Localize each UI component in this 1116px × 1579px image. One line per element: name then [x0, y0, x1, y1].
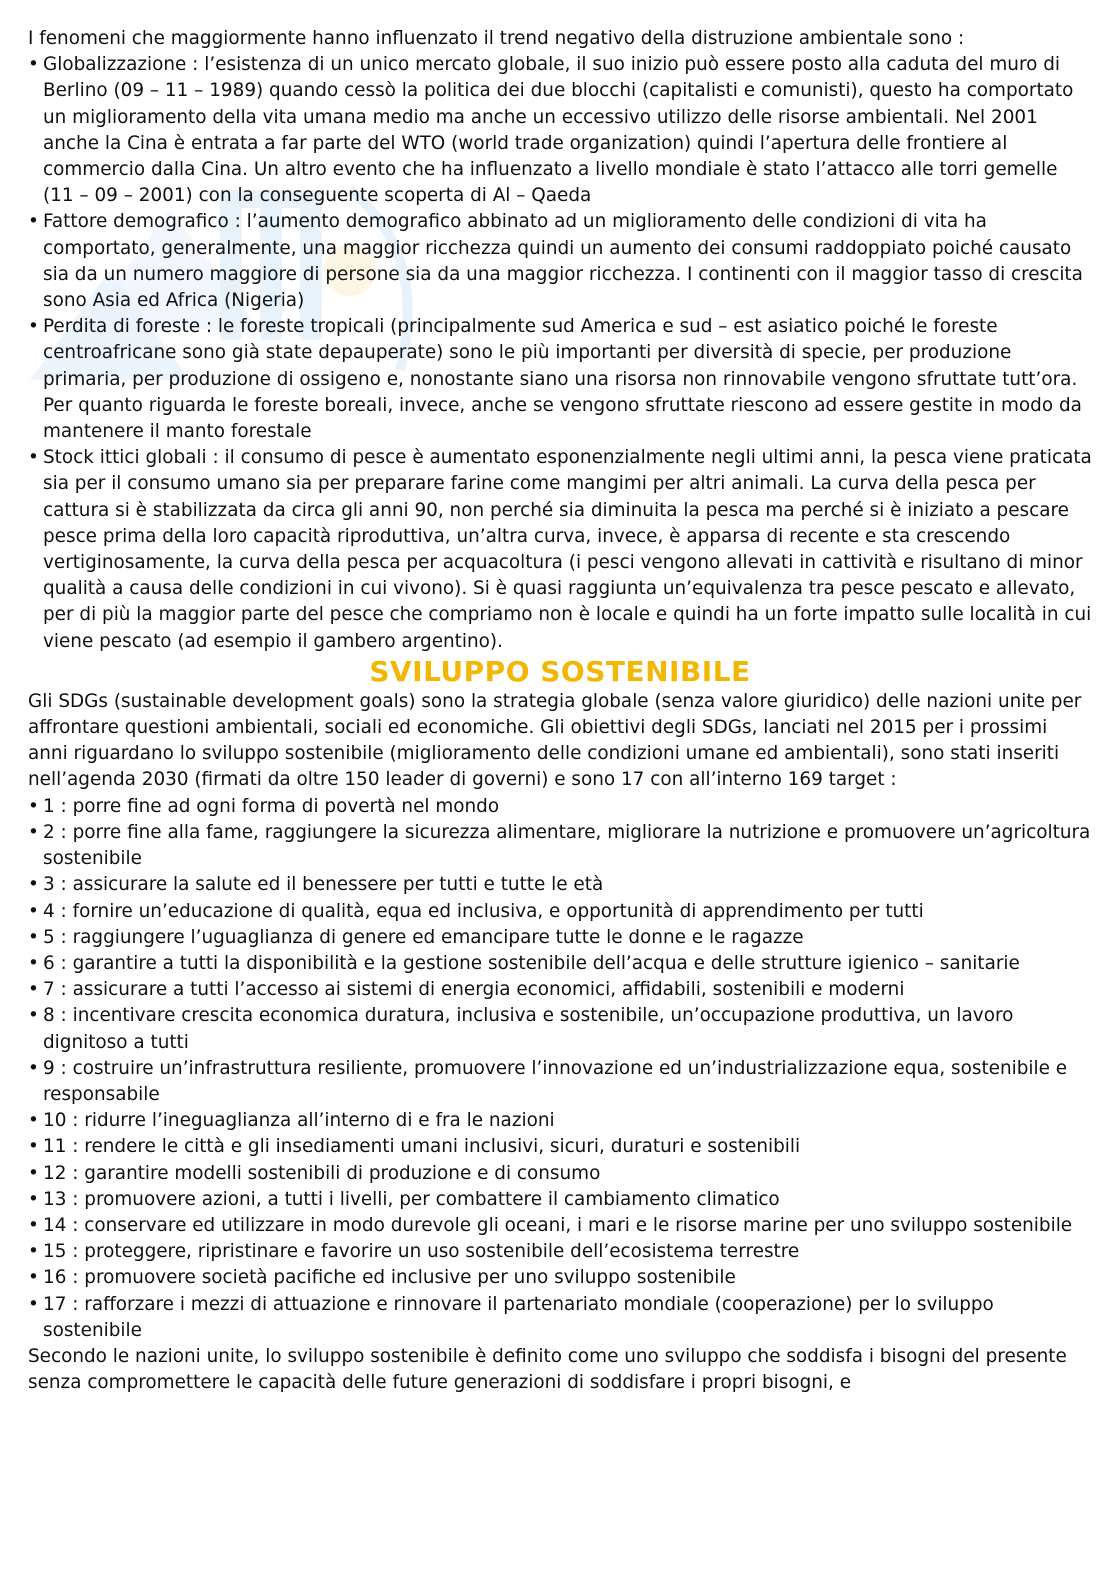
intro-paragraph: I fenomeni che maggiormente hanno influenzato il trend negativo della distruzione ambientale sono : — [28, 28, 965, 49]
list-item — [28, 899, 1092, 925]
list-item-text: 7 : assicurare a tutti l’accesso ai sistemi di energia economici, affidabili, sostenibili e moderni — [43, 979, 905, 1001]
list-item — [28, 1161, 1092, 1187]
bullet-icon: • — [28, 900, 39, 922]
list-item-text: Globalizzazione : l’esistenza di un unico mercato globale, il suo inizio può essere posto alla caduta del muro di Berlino (09 – 11 – 1989) quando cessò la politica dei due blocchi (capitalisti e comunisti), questo ha comportato un miglioramento della vita umana medio ma anche un eccessivo utilizzo delle risorse ambientali. Nel 2001 anche la Cina è entrata a far parte del WTO (world trade organization) quindi l’apertura delle frontiere al commercio dalla Cina. Un altro evento che ha influenzato a livello mondiale è stato l’attacco alle torri gemelle (11 – 09 – 2001) con la conseguente scoperta di Al – Qaeda — [43, 54, 1074, 207]
bullet-icon: • — [28, 1057, 39, 1079]
list-item-text: 11 : rendere le città e gli insediamenti umani inclusivi, sicuri, duraturi e sostenibili — [43, 1136, 801, 1158]
bullet-icon: • — [28, 1110, 39, 1132]
list-item-text: 16 : promuovere società pacifiche ed inclusive per uno sviluppo sostenibile — [43, 1267, 736, 1289]
list-item — [28, 794, 1092, 820]
bullet-icon: • — [28, 795, 39, 817]
bullet-icon: • — [28, 1241, 39, 1263]
factors-list — [28, 52, 1092, 655]
bullet-icon: • — [28, 211, 39, 233]
bullet-icon: • — [28, 926, 39, 948]
list-item-text: Stock ittici globali : il consumo di pesce è aumentato esponenzialmente negli ultimi anni, la pesca viene praticata sia per il consumo umano sia per preparare farine come mangimi per altri animali. La curva della pesca per cattura si è stabilizzata da circa gli anni 90, non perché sia diminuita la pesca ma perché si è iniziato a pescare pesce prima della loro capacità riproduttiva, un’altra curva, invece, è apparsa di recente e sta crescendo vertiginosamente, la curva della pesca per acquacoltura (i pesci vengono allevati in cattività e risultano di minor qualità a causa delle condizioni in cui vivono). Si è quasi raggiunta un’equivalenza tra pesce pescato e allevato, per di più la maggior parte del pesce che compriamo non è locale e quindi ha un forte impatto sulle località in cui viene pescato (ad esempio il gambero argentino). — [43, 447, 1092, 652]
list-item-text: Fattore demografico : l’aumento demografico abbinato ad un miglioramento delle condizioni di vita ha comportato, generalmente, una maggior ricchezza quindi un aumento dei consumi raddoppiato poiché causato sia da un numero maggiore di persone sia da una maggior ricchezza. I continenti con il maggior tasso di crescita sono Asia ed Africa (Nigeria) — [43, 211, 1083, 312]
bullet-icon: • — [28, 1267, 39, 1289]
list-item — [28, 1213, 1092, 1239]
list-item-text: 9 : costruire un’infrastruttura resiliente, promuovere l’innovazione ed un’industrializzazione equa, sostenibile e responsabile — [43, 1057, 1068, 1105]
bullet-icon: • — [28, 316, 39, 338]
bullet-icon: • — [28, 874, 39, 896]
bullet-icon: • — [28, 952, 39, 974]
closing-paragraph: Secondo le nazioni unite, lo sviluppo sostenibile è definito come uno sviluppo che soddisfa i bisogni del presente senza compromettere le capacità delle future generazioni di soddisfare i propri bisogni, e — [28, 1345, 1067, 1394]
list-item — [28, 820, 1092, 872]
list-item-text: Perdita di foreste : le foreste tropicali (principalmente sud America e sud – est asiatico poiché le foreste centroafricane sono già state depauperate) sono le più importanti per diversità di specie, per produzione primaria, per produzione di ossigeno e, nonostante siano una risorsa non rinnovabile vengono sfruttate tutt’ora. Per quanto riguarda le foreste boreali, invece, anche se vengono sfruttate riescono ad essere gestite in modo da mantenere il manto forestale — [43, 316, 1082, 443]
bullet-icon: • — [28, 821, 39, 843]
bullet-icon: • — [28, 1005, 39, 1027]
sdg-intro-paragraph: Gli SDGs (sustainable development goals) sono la strategia globale (senza valore giuridico) delle nazioni unite per affrontare questioni ambientali, sociali ed economiche. Gli obiettivi degli SDGs, lanciati nel 2015 per i prossimi anni riguardano lo sviluppo sostenibile (miglioramento delle condizioni umane ed ambientali), sono stati inseriti nell’agenda 2030 (firmati da oltre 150 leader di governi) e sono 17 con all’interno 169 target : — [28, 690, 1082, 791]
list-item-text: 8 : incentivare crescita economica duratura, inclusiva e sostenibile, un’occupazione produttiva, un lavoro dignitoso a tutti — [43, 1005, 1014, 1053]
bullet-icon: • — [28, 1293, 39, 1315]
bullet-icon: • — [28, 447, 39, 469]
list-item — [28, 52, 1092, 209]
list-item — [28, 1108, 1092, 1134]
bullet-icon: • — [28, 1188, 39, 1210]
list-item — [28, 1056, 1092, 1108]
section-title: SVILUPPO SOSTENIBILE — [369, 654, 751, 688]
goals-list — [28, 794, 1092, 1344]
list-item-text: 5 : raggiungere l’uguaglianza di genere ed emancipare tutte le donne e le ragazze — [43, 926, 804, 948]
list-item — [28, 872, 1092, 898]
list-item — [28, 951, 1092, 977]
list-item — [28, 209, 1092, 314]
list-item — [28, 1187, 1092, 1213]
list-item — [28, 1003, 1092, 1055]
list-item-text: 12 : garantire modelli sostenibili di produzione e di consumo — [43, 1162, 601, 1184]
list-item-text: 13 : promuovere azioni, a tutti i livelli, per combattere il cambiamento climatico — [43, 1188, 780, 1210]
list-item-text: 15 : proteggere, ripristinare e favorire un uso sostenibile dell’ecosistema terrestre — [43, 1241, 800, 1263]
list-item — [28, 977, 1092, 1003]
bullet-icon: • — [28, 1214, 39, 1236]
list-item — [28, 314, 1092, 445]
list-item-text: 17 : rafforzare i mezzi di attuazione e rinnovare il partenariato mondiale (cooperazione) per lo sviluppo sostenibile — [43, 1293, 994, 1341]
list-item — [28, 1134, 1092, 1160]
list-item-text: 4 : fornire un’educazione di qualità, equa ed inclusiva, e opportunità di apprendimento per tutti — [43, 900, 924, 922]
list-item — [28, 925, 1092, 951]
list-item-text: 3 : assicurare la salute ed il benessere per tutti e tutte le età — [43, 874, 604, 896]
list-item-text: 1 : porre fine ad ogni forma di povertà nel mondo — [43, 795, 500, 817]
bullet-icon: • — [28, 54, 39, 76]
list-item — [28, 445, 1092, 655]
document-page — [28, 26, 1092, 1396]
bullet-icon: • — [28, 1136, 39, 1158]
list-item-text: 10 : ridurre l’ineguaglianza all’interno di e fra le nazioni — [43, 1110, 555, 1132]
list-item-text: 14 : conservare ed utilizzare in modo durevole gli oceani, i mari e le risorse marine per uno sviluppo sostenibile — [43, 1214, 1073, 1236]
list-item — [28, 1265, 1092, 1291]
list-item — [28, 1292, 1092, 1344]
list-item-text: 6 : garantire a tutti la disponibilità e la gestione sostenibile dell’acqua e delle strutture igienico – sanitarie — [43, 952, 1020, 974]
bullet-icon: • — [28, 979, 39, 1001]
list-item-text: 2 : porre fine alla fame, raggiungere la sicurezza alimentare, migliorare la nutrizione e promuovere un’agricoltura sostenibile — [43, 821, 1091, 870]
list-item — [28, 1239, 1092, 1265]
bullet-icon: • — [28, 1162, 39, 1184]
